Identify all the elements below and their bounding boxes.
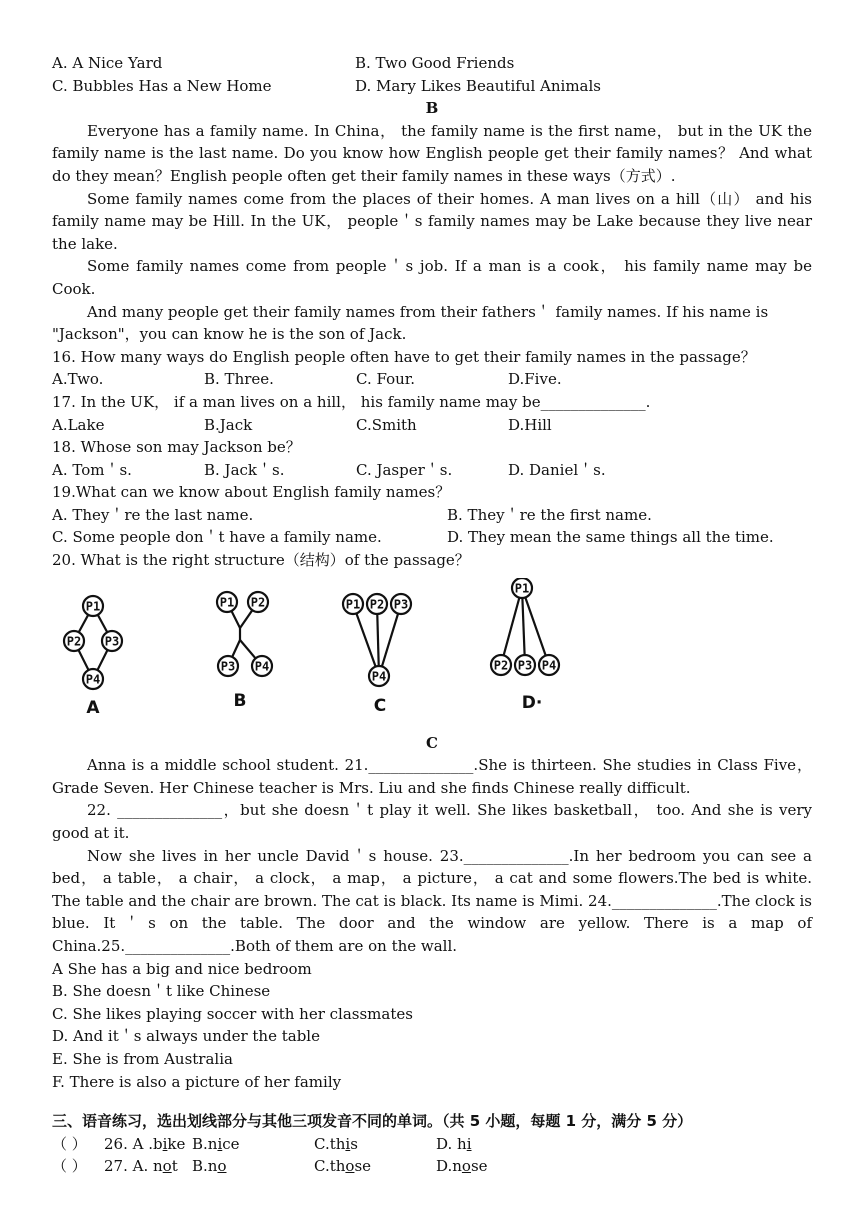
underlined-letter: i (466, 1134, 472, 1153)
underlined-letter: i (217, 1134, 223, 1153)
question-16-option-c: C. Four. (356, 370, 416, 389)
section-b-paragraph-4: And many people get their family names from their fathers＇ family names. If his name is "Jackson"，you can know he is the son of Jack. (52, 302, 769, 344)
section-b-paragraph-1: Everyone has a family name. In China， the family name is the first name， but in the UK the family name is the last name. Do you know how English people get their family names？ And what do they mean？English people often get their family names in these ways（方式）. (52, 121, 812, 185)
word-part: ke (167, 1134, 186, 1153)
diagram-b-p2-label: P2 (250, 595, 266, 610)
diagram-a-p3-label: P3 (104, 634, 120, 649)
question-26-option-b (192, 1133, 314, 1156)
question-27-option-b (192, 1155, 314, 1178)
worksheet-page (52, 52, 812, 1178)
section-b-paragraph-3: Some family names come from people＇s job. If a man is a cook， his family name may be Cook. (52, 257, 812, 298)
word-part: B.n (192, 1134, 218, 1153)
q15-option-b: B. Two Good Friends (355, 54, 515, 72)
diagram-d-caption: D· (521, 692, 543, 713)
question-19-option-a: A. They＇re the last name. (52, 505, 254, 524)
question-27-option-a (104, 1155, 192, 1178)
section-b-paragraph-2: Some family names come from the places of their homes. A man lives on a hill（山） and his family name may be Hill. In the UK， people＇s family names may be Lake because they live near the lake. (52, 189, 812, 253)
diagram-d-p4-label: P4 (541, 658, 557, 673)
underlined-letter: o (461, 1157, 471, 1176)
question-16-option-b: B. Three. (204, 370, 274, 389)
question-27-option-c (314, 1155, 436, 1178)
section-c-option-e: E. She is from Australia (52, 1049, 233, 1068)
word-part: C.th (314, 1157, 346, 1176)
underlined-letter: i (162, 1134, 168, 1153)
diagram-a-p2-label: P2 (66, 634, 82, 649)
question-17-option-b: B.Jack (204, 415, 253, 434)
structure-diagrams (52, 578, 812, 732)
diagram-a-p1-label: P1 (85, 599, 101, 614)
word-part: D. h (436, 1134, 467, 1153)
q15-option-a: A. A Nice Yard (52, 54, 163, 72)
section-c-paragraph-3: Now she lives in her uncle David＇s house. 23.______________.In her bedroom you can see a bed， a table， a chair， a clock， a map， a picture， a cat and some flowers.The bed is white. The table and the chair are brown. The cat is black. Its name is Mimi. 24.______________.The clock is blue. It＇s on the table. The door and the window are yellow. There is a map of China.25.______________.Both of them are on the wall. (52, 846, 812, 955)
question-26-option-d (436, 1133, 472, 1156)
question-19-option-d: D. They mean the same things all the time. (447, 528, 774, 547)
diagram-b-p4-label: P4 (254, 659, 270, 674)
question-18-option-d: D. Daniel＇s. (508, 460, 606, 479)
question-27-row (52, 1155, 812, 1178)
question-17-options (52, 414, 812, 437)
question-18-option-a: A. Tom＇s. (52, 460, 132, 479)
question-26-option-c (314, 1133, 436, 1156)
section-c-option-f: F. There is also a picture of her family (52, 1072, 342, 1091)
question-27-number: 27. A. (104, 1157, 153, 1176)
question-26-option-a (104, 1133, 192, 1156)
question-18-stem: 18. Whose son may Jackson be？ (52, 438, 301, 457)
structure-diagrams-svg (52, 578, 812, 732)
diagram-a-p4-label: P4 (85, 672, 101, 687)
word-part: se (354, 1157, 372, 1176)
underlined-letter: i (345, 1134, 351, 1153)
word-part: n (153, 1157, 163, 1176)
diagram-c-caption: C (373, 695, 387, 716)
question-17-stem: 17. In the UK， if a man lives on a hill， his family name may be______________. (52, 392, 651, 411)
q15-option-c: C. Bubbles Has a New Home (52, 76, 272, 95)
underlined-letter: o (162, 1157, 172, 1176)
question-18-option-c: C. Jasper＇s. (356, 460, 453, 479)
diagram-c-p2-label: P2 (369, 597, 385, 612)
word-part: t (171, 1157, 178, 1176)
question-19-option-b: B. They＇re the first name. (447, 505, 652, 524)
question-19-options-row-1 (52, 504, 812, 527)
question-19-options-row-2 (52, 526, 812, 549)
word-part: s (350, 1134, 358, 1153)
q15-options-row-1 (52, 52, 812, 75)
diagram-d-edge (522, 588, 525, 665)
word-part: D.n (436, 1157, 462, 1176)
diagram-c-p4-label: P4 (371, 669, 387, 684)
question-26-answer-blank[interactable]: （ ） (52, 1134, 87, 1153)
question-17-option-c: C.Smith (356, 415, 417, 434)
diagram-c-p3-label: P3 (393, 597, 409, 612)
question-16-options (52, 368, 812, 391)
question-26-number: 26. A . (104, 1134, 153, 1153)
question-27-option-d (436, 1155, 488, 1178)
section-c-option-b: B. She doesn＇t like Chinese (52, 982, 271, 1001)
question-20-stem: 20. What is the right structure（结构）of the passage？ (52, 551, 470, 570)
section-c-paragraph-1: Anna is a middle school student. 21.______________.She is thirteen. She studies in Class Five， Grade Seven. Her Chinese teacher is Mrs. Liu and she finds Chinese really difficult. (52, 756, 812, 797)
q15-option-d: D. Mary Likes Beautiful Animals (355, 76, 601, 95)
diagram-d-p3-label: P3 (517, 658, 533, 673)
diagram-c-p1-label: P1 (345, 597, 361, 612)
q15-options-row-2 (52, 75, 812, 98)
question-19-stem: 19.What can we know about English family names？ (52, 483, 451, 502)
word-part: b (153, 1134, 163, 1153)
question-18-option-b: B. Jack＇s. (204, 460, 285, 479)
word-part: C.th (314, 1134, 346, 1153)
underlined-letter: o (345, 1157, 355, 1176)
word-part: se (470, 1157, 488, 1176)
section-c-title: C (426, 733, 438, 752)
word-part: B.n (192, 1157, 218, 1176)
question-17-option-d: D.Hill (508, 415, 552, 434)
diagram-b-p3-label: P3 (220, 659, 236, 674)
question-16-stem: 16. How many ways do English people often have to get their family names in the passage？ (52, 347, 756, 366)
question-26-row (52, 1133, 812, 1156)
diagram-d-p1-label: P1 (514, 581, 530, 596)
diagram-d-edge (501, 588, 522, 665)
diagram-b-caption: B (233, 690, 247, 711)
section-b-title: B (425, 99, 439, 118)
question-16-option-a: A.Two. (52, 370, 104, 389)
section-c-paragraph-2: 22. ______________，but she doesn＇t play it well. She likes basketball， too. And she is very good at it. (52, 801, 812, 843)
underlined-letter: o (217, 1157, 227, 1176)
diagram-a-caption: A (86, 697, 100, 718)
diagram-c-edge (379, 604, 401, 676)
question-19-option-c: C. Some people don＇t have a family name. (52, 528, 382, 547)
word-part: ce (222, 1134, 240, 1153)
question-18-options (52, 459, 812, 482)
diagram-d-p2-label: P2 (493, 658, 509, 673)
section-c-option-a: A She has a big and nice bedroom (52, 959, 312, 978)
question-17-option-a: A.Lake (52, 415, 105, 434)
section-c-option-c: C. She likes playing soccer with her classmates (52, 1004, 413, 1023)
section-c-option-d: D. And it＇s always under the table (52, 1027, 320, 1046)
question-16-option-d: D.Five. (508, 370, 562, 389)
diagram-d-edge (522, 588, 549, 665)
section-3-heading: 三、语音练习，选出划线部分与其他三项发音不同的单词。（共 5 小题，每题 1 分，满分 5 分） (52, 1112, 693, 1131)
question-27-answer-blank[interactable]: （ ） (52, 1157, 87, 1176)
diagram-b-p1-label: P1 (219, 595, 235, 610)
